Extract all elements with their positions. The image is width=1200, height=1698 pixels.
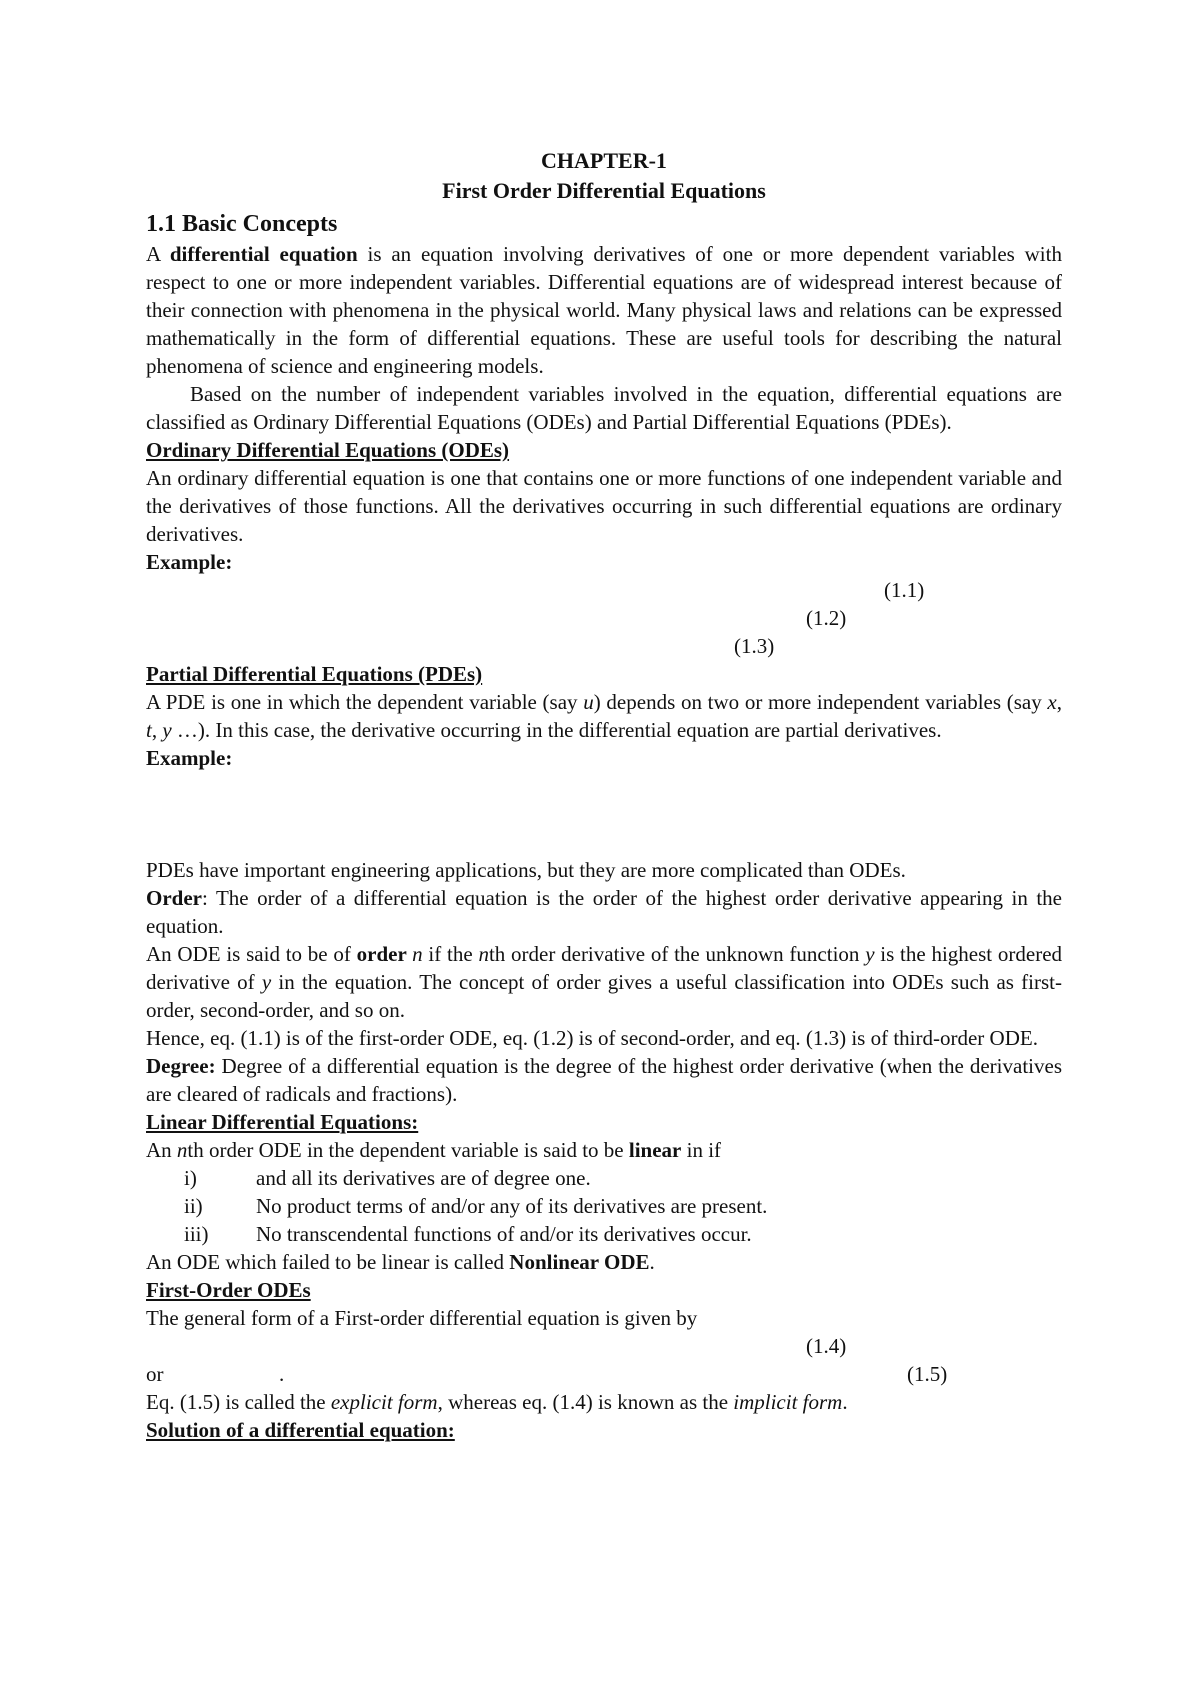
order-label: Order [146,886,202,910]
pde-heading: Partial Differential Equations (PDEs) [146,662,483,686]
intro-term: differential equation [169,242,358,266]
intro-body: is an equation involving derivatives of one or more dependent variables with respect to one or more independent variables. Differential equations are of widespread interest because of their connection with phenomena in the physical world. Many physical laws and relations can be expressed mathematically in the form of differential equations. These are useful tools for describing the natural phenomena of science and engineering models. [146,242,1062,378]
pde-def-sep: , [1056,690,1062,714]
solution-heading: Solution of a differential equation: [146,1418,455,1442]
linear-text: th order ODE in the dependent variable is said to be [187,1138,629,1162]
pde-definition [146,688,1062,744]
degree-label: Degree: [146,1054,216,1078]
list-item [146,1164,1062,1192]
list-item [146,1220,1062,1248]
pde-applications: PDEs have important engineering applications, but they are more complicated than ODEs. [146,858,906,882]
first-order-general-form: The general form of a First-order differential equation is given by [146,1306,698,1330]
order-definition [146,884,1062,940]
linear-text: in if [681,1138,722,1162]
equation-number: (1.3) [734,634,775,658]
equation-row-1-4 [146,1332,1062,1360]
order-text: in the equation. The concept of order gives a useful classification into ODEs such as first-order, second-order, and so on. [146,970,1062,1022]
linear-conditions-list [146,1164,1062,1248]
order-hence: Hence, eq. (1.1) is of the first-order ODE, eq. (1.2) is of second-order, and eq. (1.3) is of third-order ODE. [146,1026,1038,1050]
ode-definition: An ordinary differential equation is one that contains one or more functions of one independent variable and the derivatives of those functions. All the derivatives occurring in such differential equations are ordinary derivatives. [146,466,1062,546]
pde-def-text: ) depends on two or more independent variables (say [593,690,1048,714]
equation-number: (1.1) [884,578,925,602]
pde-var-y: y [162,718,172,742]
equation-row-1-1 [146,576,1062,604]
equation-row-1-3 [146,632,1062,660]
order-text: is the highest ordered derivative of [146,942,1063,994]
intro-lead: A [146,242,170,266]
list-item [146,1192,1062,1220]
classification-paragraph: Based on the number of independent variables involved in the equation, differential equations are classified as Ordinary Differential Equations (ODEs) and Partial Differential Equations (PDEs). [146,382,1062,434]
pde-var-t: t [146,718,152,742]
linear-intro [146,1136,1062,1164]
list-item-text: No product terms of and/or any of its derivatives are present. [256,1194,768,1218]
chapter-title: First Order Differential Equations [442,178,766,203]
order-text: th order derivative of the unknown function [488,942,866,966]
order-nth-paragraph [146,940,1062,1024]
equation-number: (1.5) [907,1362,948,1386]
intro-paragraph [146,240,1062,380]
form-italic: implicit form [733,1390,843,1414]
degree-definition [146,1052,1062,1108]
order-var-n: n [412,942,423,966]
pde-example-space [146,772,1062,856]
nonlinear-definition [146,1248,1062,1276]
equation-row-1-5 [146,1360,1062,1388]
linear-bold: linear [628,1138,682,1162]
explicit-implicit-paragraph [146,1388,1062,1416]
nonlinear-text: An ODE which failed to be linear is called [146,1250,510,1274]
pde-var-u: u [583,690,594,714]
list-item-text: and all its derivatives are of degree one. [256,1166,591,1190]
pde-def-text: A PDE is one in which the dependent variable (say [146,690,584,714]
form-italic: explicit form [330,1390,438,1414]
first-order-heading: First-Order ODEs [146,1278,311,1302]
equation-dot: . [279,1362,285,1386]
nonlinear-bold: Nonlinear ODE [509,1250,650,1274]
list-item-number: i) [184,1166,197,1190]
linear-text: An [146,1138,177,1162]
order-text: if the [422,942,479,966]
section-title: 1.1 Basic Concepts [146,211,338,237]
order-def-text: : The order of a differential equation is the order of the highest order derivative appearing in the equation. [146,886,1062,938]
pde-var-x: x [1047,690,1057,714]
form-text: Eq. (1.5) is called the [146,1390,331,1414]
or-label: or [146,1362,164,1386]
nonlinear-text: . [649,1250,655,1274]
pde-def-sep: , [151,718,163,742]
list-item-text: No transcendental functions of and/or its derivatives occur. [256,1222,752,1246]
list-item-number: iii) [184,1222,209,1246]
order-var-y: y [865,942,875,966]
form-text: , whereas eq. (1.4) is known as the [437,1390,734,1414]
form-text: . [842,1390,848,1414]
document-page [146,146,1062,1444]
linear-var-n: n [176,1138,188,1162]
order-var-y: y [261,970,272,994]
list-item-number: ii) [184,1194,203,1218]
pde-example-label: Example: [146,746,233,770]
degree-def-text: Degree of a differential equation is the degree of the highest order derivative (when the derivatives are cleared of radicals and fractions). [146,1054,1062,1106]
order-var-n: n [478,942,489,966]
equation-row-1-2 [146,604,1062,632]
equation-number: (1.2) [806,606,847,630]
linear-heading: Linear Differential Equations: [146,1110,419,1134]
order-text: An ODE is said to be of [146,942,357,966]
equation-number: (1.4) [806,1334,847,1358]
order-bold: order [356,942,413,966]
pde-def-text: …). In this case, the derivative occurring in the differential equation are partial derivatives. [171,718,942,742]
ode-example-label: Example: [146,550,233,574]
chapter-number: CHAPTER-1 [541,148,667,173]
ode-heading: Ordinary Differential Equations (ODEs) [146,438,510,462]
